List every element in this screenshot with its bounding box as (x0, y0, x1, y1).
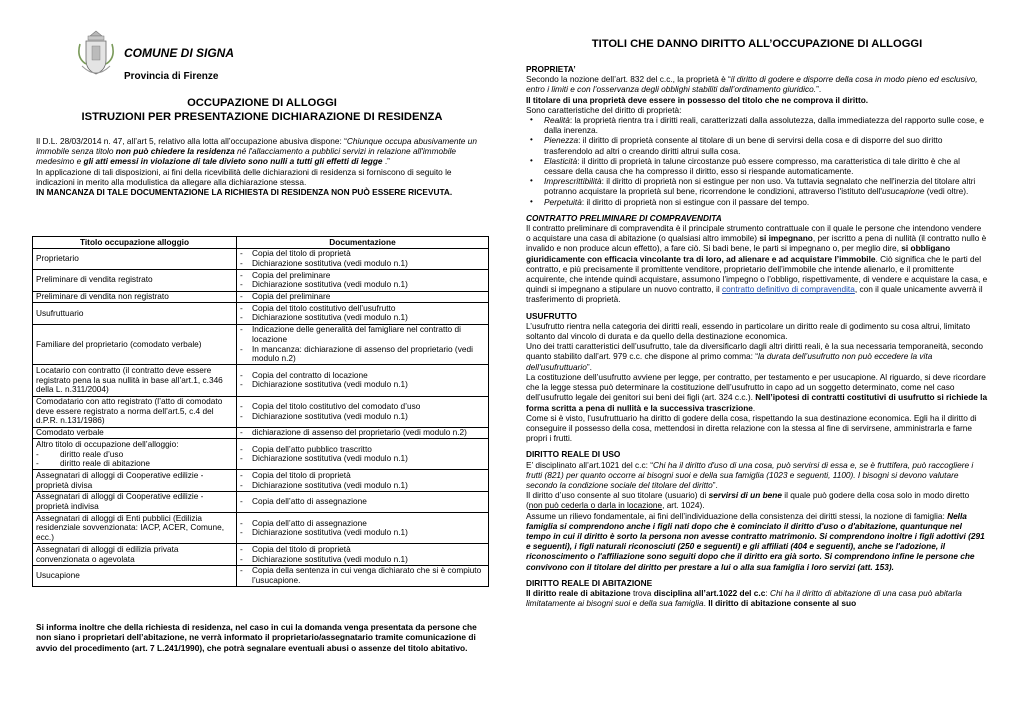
bullet-icon: • (530, 135, 533, 145)
bullet-icon: • (530, 176, 533, 186)
table-row (33, 291, 489, 303)
title-line-1: OCCUPAZIONE DI ALLOGGI (187, 97, 337, 109)
occupation-title-cell (33, 324, 237, 365)
usufrutto-paragraph-3: La costituzione dell’usufrutto avviene per legge, per contratto, per testamento e per usucapione. Al riguardo, si deve ricordare che la legge stessa può determinare la costituzione dell’usufrutto in capo ad un soggetto determinato, come nel caso dell’usufrutto legale dei genitori sui beni dei figli (art. 324 c.c.). Nell’ipotesi di contratti costitutivi di usufrutto si richiede la forma scritta a pena di nullità e la successiva trascrizione. (526, 371, 988, 413)
intro-paragraph-1: Il D.L. 28/03/2014 n. 47, all’art 5, relativo alla lotta all’occupazione abusiva dispone: “Chiunque occupa abusivamente un immobile senza titolo non può chiedere la residenza né l'allacciamento a pubblici servizi in relazione all'immobile medesimo e gli atti emessi in violazione di tale divieto sono nulli a tutti gli effetti di legge .” (36, 136, 477, 167)
column-header-docs: Documentazione (237, 237, 489, 249)
occupation-title: Comodatario con atto registrato (l’atto di comodato deve essere registrato a norma dell’art.5, c.4 del d.P.R. n.131/1986) (36, 396, 223, 426)
documentation-item: - Dichiarazione sostitutiva (vedi modulo n.1) (240, 279, 408, 290)
documentation-cell (237, 303, 489, 324)
documentation-item: - dichiarazione di assenso del proprietario (vedi modulo n.2) (240, 427, 467, 438)
occupation-title: Usufruttuario (36, 307, 84, 318)
comune-crest-logo (76, 30, 116, 88)
documentation-item: - Copia del titolo di proprietà (240, 543, 351, 554)
documentation-item: - Copia del contratto di locazione (240, 369, 368, 380)
list-item: • Imprescrittibilità: il diritto di proprietà non si estingue per non uso. Va tuttavia segnalato che nell'inerzia del titolare altri potranno acquistare la proprietà sul bene, ricorrendone le condizioni, attraverso l'istituto dell'usucapione (vedi oltre). (530, 176, 976, 197)
bullet-icon: • (530, 196, 533, 206)
occupation-title: Familiare del proprietario (comodato verbale) (36, 338, 202, 349)
contratto-paragraph: Il contratto preliminare di compravendita è il principale strumento contrattuale con il quale le persone che intendono vendere o acquistare una casa di abitazione (o qualsiasi altro immobile) si impegnano, per iscritto a pena di nullità (il contratto nullo è invalido e non produce alcun effetto), a fare ciò. Si badi bene, le parti si impegnano o, per meglio dire, si obbligano giuridicamente con efficacia vincolante tra di loro, ad alienare e ad acquistare l’immobile. Ciò significa che le parti del contratto, e più precisamente il promittente venditore, proprietario dell’immobile che intende alienarlo, e il promittente acquirente, che intende quindi acquistare, assumono l’impegno o l’obbligo, rispettivamente, di vendere e acquistare la casa, e quindi si impegnano a stipulare un nuovo contratto, il contratto definitivo di compravendita, con il quale unicamente avverrà il trasferimento di proprietà. (526, 223, 988, 305)
documentation-item: - Copia del preliminare (240, 269, 331, 280)
list-item: • Elasticità: il diritto di proprietà in talune circostanze può essere compresso, ma caratteristica di tale diritto è che al cessare della causa che ha compresso il diritto, esso si riespande automaticamente. (530, 155, 960, 177)
occupation-title: Altro titolo di occupazione dell’alloggio: (36, 438, 179, 449)
occupation-title: Preliminare di vendita non registrato (36, 291, 169, 302)
proprieta-paragraph-2: Il titolare di una proprietà deve essere in possesso del titolo che ne comprova il diritto. (526, 94, 869, 105)
documentation-item: - Copia del preliminare (240, 291, 331, 302)
occupation-title-cell (33, 491, 237, 512)
documentation-cell (237, 544, 489, 565)
documentation-cell (237, 270, 489, 291)
usufrutto-paragraph-2: Uno dei tratti caratteristici dell’usufrutto, tale da diversificarlo dagli altri diritti reali, è la sua necessaria temporaneità, secondo quanto stabilito dall’art. 979 c.c. che dispone al primo comma: “la durata dell’usufrutto non può eccedere la vita dell’usufruttuario”. (526, 341, 984, 372)
documentation-cell (237, 470, 489, 491)
intro-warning: IN MANCANZA DI TALE DOCUMENTAZIONE LA RICHIESTA DI RESIDENZA NON PUÒ ESSERE RICEVUTA. (36, 187, 453, 198)
heading-uso: DIRITTO REALE DI USO (526, 449, 621, 460)
table-row (33, 470, 489, 491)
documentation-cell (237, 439, 489, 470)
table-body (33, 248, 489, 587)
documentation-cell (237, 427, 489, 439)
proprieta-paragraph-1: Secondo la nozione dell’art. 832 del c.c., la proprietà è “il diritto di godere e disporre della cosa in modo pieno ed esclusivo, entro i limiti e con l’osservanza degli obblighi stabiliti dall’ordinamento giuridico.”. (526, 74, 978, 95)
column-header-title: Titolo occupazione alloggio (33, 237, 237, 249)
documentation-table (32, 236, 489, 587)
footnote-notice: Si informa inoltre che della richiesta di residenza, nel caso in cui la domanda venga presentata da persone che non siano i proprietari dell’abitazione, ne verrà informato il proprietario/assegnatario tramite comunicazione di avvio del procedimento (art. 7 L.241/1990), che potrà segnalare eventuali abusi o assenze del titolo abitativo. (36, 622, 477, 653)
documentation-cell (237, 565, 489, 586)
occupation-title-cell (33, 470, 237, 491)
occupation-title: Proprietario (36, 253, 79, 264)
list-item: • Perpetuità: il diritto di proprietà non si estingue con il passare del tempo. (530, 196, 810, 207)
document-title (36, 97, 488, 124)
heading-contratto: CONTRATTO PRELIMINARE DI COMPRAVENDITA (526, 212, 722, 223)
documentation-item: - Copia dell’atto di assegnazione (240, 517, 367, 528)
list-item: • Realità: la proprietà rientra tra i diritti reali, caratterizzati dalla assolutezza, dalla immediatezza del rapporto sulle cose, e dalla inerenza. (530, 115, 984, 136)
documentation-cell (237, 513, 489, 544)
occupation-title-cell (33, 270, 237, 291)
occupation-title: Assegnatari di alloggi di Cooperative edilizie - proprietà divisa (36, 469, 204, 490)
occupation-title-cell (33, 396, 237, 427)
table-row (33, 513, 489, 544)
documentation-item: - Dichiarazione sostitutiva (vedi modulo n.1) (240, 453, 408, 464)
table-row (33, 491, 489, 512)
occupation-title-cell (33, 291, 237, 303)
occupation-title: Locatario con contratto (il contratto deve essere registrato pena la sua nullità in base all’art.1, c.346 della L. n.311/2004) (36, 364, 223, 395)
documentation-item: - Copia del titolo costitutivo del comodato d’uso (240, 400, 421, 411)
title-line-2: ISTRUZIONI PER PRESENTAZIONE DICHIARAZIONE DI RESIDENZA (81, 110, 443, 123)
documentation-cell (237, 324, 489, 365)
occupation-title: Assegnatari di alloggi di Enti pubblici (Edilizia residenziale sovvenzionata: IACP, ACER, Comune, ecc.) (36, 512, 225, 543)
table-row (33, 365, 489, 396)
proprieta-characteristics-list (526, 115, 988, 207)
occupation-title: Comodato verbale (36, 427, 104, 438)
intro-paragraph-2: In applicazione di tali disposizioni, ai fini della ricevibilità delle dichiarazioni di residenza si forniscono di seguito le indicazioni in merito alla modulistica da allegare alla dichiarazione stessa. (36, 166, 452, 187)
occupation-title: Assegnatari di alloggi di edilizia privata convenzionata o agevolata (36, 543, 179, 564)
provincia-name: Provincia di Firenze (124, 71, 219, 82)
documentation-item: - Dichiarazione sostitutiva (vedi modulo n.1) (240, 410, 408, 421)
occupation-title-cell (33, 565, 237, 586)
abitazione-paragraph: Il diritto reale di abitazione trova disciplina all’art.1022 del c.c: Chi ha il diritto di abitazione di una casa può abitarla limitatamente ai bisogni suoi e della sua famiglia. Il diritto di abitazione consente al suo (526, 587, 962, 609)
documentation-item: - Copia del titolo costitutivo dell’usufrutto (240, 302, 396, 313)
occupation-title: Preliminare di vendita registrato (36, 274, 153, 285)
uso-paragraph-1: E’ disciplinato all’art.1021 del c.c: “Chi ha il diritto d'uso di una cosa, può servirsi di essa e, se è fruttifera, può raccogliere i frutti (821) per quanto occorre ai bisogni suoi e della sua famiglia (1023 e seguenti, 1100). I bisogni si devono valutare secondo la condizione sociale del titolare del diritto”. (526, 459, 974, 490)
documentation-item: - Copia del titolo di proprietà (240, 469, 351, 480)
occupation-subtype: - diritto reale d’uso (36, 448, 124, 459)
occupation-title-cell (33, 365, 237, 396)
documentation-cell (237, 491, 489, 512)
occupation-title-cell (33, 544, 237, 565)
table-row (33, 324, 489, 365)
documentation-item: - Copia dell’atto pubblico trascritto (240, 443, 372, 454)
documentation-item: - Dichiarazione sostitutiva (vedi modulo n.1) (240, 312, 408, 323)
table-row (33, 544, 489, 565)
occupation-title-cell (33, 439, 237, 470)
table-row (33, 427, 489, 439)
right-column-body (526, 62, 988, 608)
comune-name: COMUNE DI SIGNA (124, 46, 235, 60)
usufrutto-paragraph-1: L’usufrutto rientra nella categoria dei diritti reali, essendo in particolare un diritto reale di godimento su cosa altrui, limitato soltanto dal vincolo di durata e da quello della destinazione economica. (526, 320, 971, 342)
contratto-definitivo-link[interactable]: contratto definitivo di compravendita (722, 284, 855, 295)
documentation-item: - Copia dell’atto di assegnazione (240, 496, 367, 507)
bullet-icon: • (530, 115, 533, 125)
uso-paragraph-3: Assume un rilievo fondamentale, ai fini dell’individuazione della consistenza dei diritti stessi, la nozione di famiglia: Nella famiglia si comprendono anche i figli nati dopo che è cominciato il diritto d'uso o d'abitazione, quantunque nel tempo in cui il diritto è sorto la persona non avesse contratto matrimonio. Si comprendono inoltre i figli adottivi (291 e seguenti), i figli naturali riconosciuti (250 e seguenti) e gli affiliati (404 e seguenti), anche se l'adozione, il riconoscimento o l'affiliazione sono seguiti dopo che il diritto era già sorto. Si comprendono infine le persone che convivono con il titolare del diritto per prestare a lui o alla sua famiglia i loro servizi (att. 153). (526, 510, 985, 572)
table-row (33, 303, 489, 324)
table-row (33, 396, 489, 427)
right-column-title: TITOLI CHE DANNO DIRITTO ALL’OCCUPAZIONE DI ALLOGGI (591, 38, 923, 50)
table-row (33, 439, 489, 470)
documentation-cell (237, 396, 489, 427)
documentation-cell (237, 291, 489, 303)
documentation-item: - Copia del titolo di proprietà (240, 248, 351, 259)
documentation-item: - Dichiarazione sostitutiva (vedi modulo n.1) (240, 479, 408, 490)
intro-section (36, 136, 488, 197)
documentation-item: - Dichiarazione sostitutiva (vedi modulo n.1) (240, 257, 408, 268)
usufrutto-paragraph-4: Come si è visto, l’usufruttuario ha diritto di godere della cosa, rispettando la sua destinazione economica. Egli ha il diritto di conseguire il possesso della cosa, mettendosi in diretta relazione con la stessa al fine di servirsene, amministrarla e farne propri i frutti. (526, 412, 977, 444)
table-row (33, 565, 489, 586)
occupation-title-cell (33, 513, 237, 544)
heading-proprieta: PROPRIETA’ (526, 64, 576, 74)
documentation-item: - Dichiarazione sostitutiva (vedi modulo n.1) (240, 379, 408, 390)
occupation-title: Assegnatari di alloggi di Cooperative edilizie - proprietà indivisa (36, 491, 204, 512)
table-row (33, 248, 489, 269)
documentation-item: - Dichiarazione sostitutiva (vedi modulo n.1) (240, 553, 408, 564)
occupation-title-cell (33, 248, 237, 269)
proprieta-paragraph-3: Sono caratteristiche del diritto di proprietà: (526, 104, 682, 115)
list-item: • Pienezza: il diritto di proprietà consente al titolare di un bene di servirsi della cosa e di disporre del suo diritto trasferendolo ad altri o creando diritti altrui sulla cosa. (530, 135, 943, 156)
uso-paragraph-2: Il diritto d’uso consente al suo titolare (usuario) di servirsi di un bene il quale può godere della cosa solo in modo diretto (non può cederla o darla in locazione, art. 1024). (526, 490, 970, 511)
documentation-cell (237, 365, 489, 396)
bullet-icon: • (530, 155, 533, 165)
heading-abitazione: DIRITTO REALE DI ABITAZIONE (526, 577, 653, 588)
occupation-title-cell (33, 427, 237, 439)
heading-usufrutto: USUFRUTTO (526, 310, 578, 321)
occupation-title-cell (33, 303, 237, 324)
documentation-cell (237, 248, 489, 269)
documentation-item: - In mancanza: dichiarazione di assenso del proprietario (vedi modulo n.2) (240, 343, 473, 364)
occupation-title: Usucapione (36, 570, 80, 581)
occupation-subtype: - diritto reale di abitazione (36, 458, 150, 469)
documentation-item: - Indicazione delle generalità del famigliare nel contratto di locazione (240, 324, 461, 344)
table-header-row (33, 237, 489, 249)
documentation-item: - Copia della sentenza in cui venga dichiarato che si è compiuto l’usucapione. (240, 565, 482, 585)
documentation-item: - Dichiarazione sostitutiva (vedi modulo n.1) (240, 527, 408, 538)
table-row (33, 270, 489, 291)
